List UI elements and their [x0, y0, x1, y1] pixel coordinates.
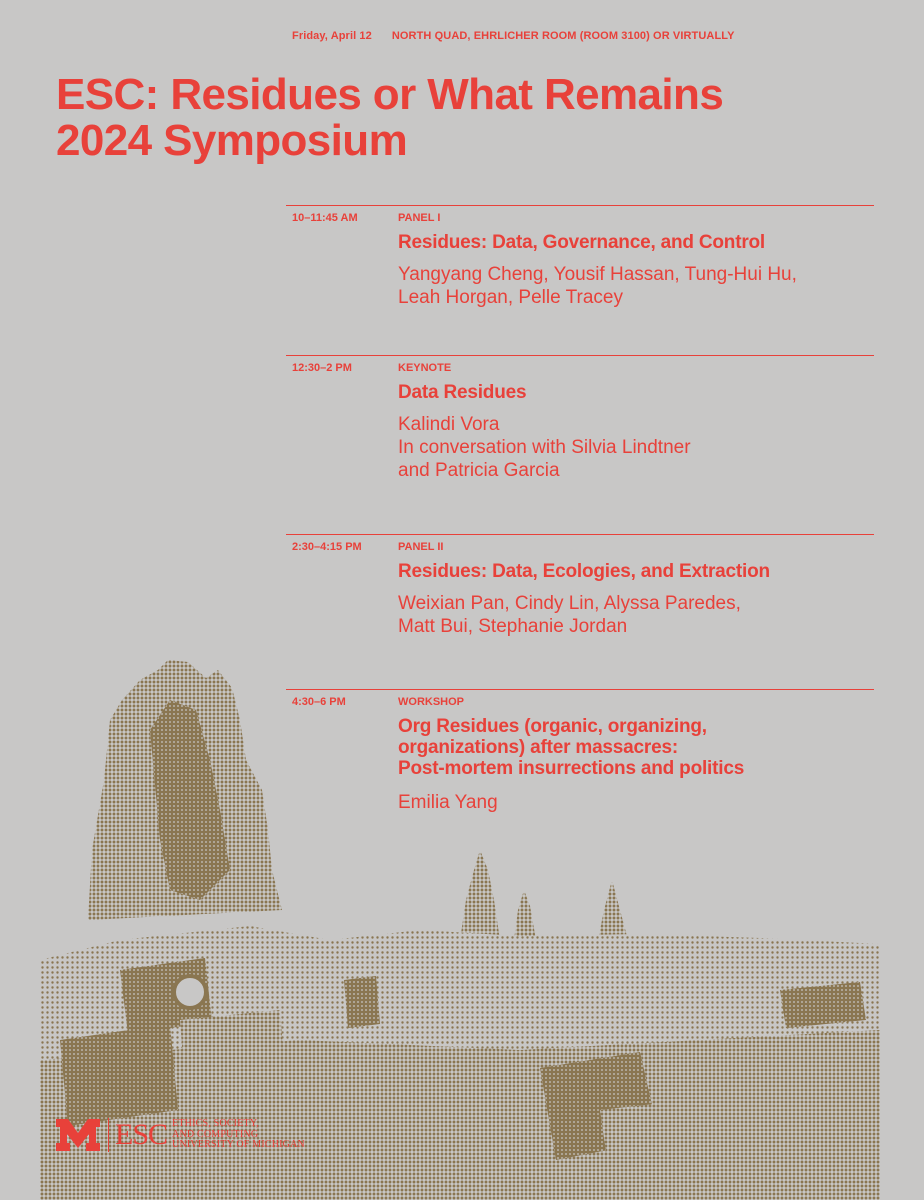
- session-keynote: [286, 355, 874, 526]
- rock-spire: [598, 880, 628, 940]
- speakers-line: Leah Horgan, Pelle Tracey: [398, 287, 623, 308]
- logo-line: ETHICS, SOCIETY,: [172, 1118, 259, 1130]
- session-speakers: [398, 413, 868, 482]
- logo-divider: [108, 1118, 109, 1152]
- logo-text: [172, 1119, 305, 1151]
- session-title-line: Org Residues (organic, organizing,: [398, 716, 707, 737]
- session-type: WORKSHOP: [398, 696, 464, 708]
- speakers-line: Matt Bui, Stephanie Jordan: [398, 616, 628, 637]
- speakers-line: Emilia Yang: [398, 792, 498, 813]
- speakers-line: Weixian Pan, Cindy Lin, Alyssa Paredes,: [398, 593, 741, 614]
- session-title: [398, 561, 868, 582]
- session-time: 4:30–6 PM: [292, 696, 346, 708]
- debris-cassette: [600, 1100, 700, 1180]
- session-time: 10–11:45 AM: [292, 212, 358, 224]
- rock-spire: [514, 890, 536, 940]
- debris-cassette: [344, 976, 380, 1028]
- speakers-line: Yangyang Cheng, Yousif Hassan, Tung-Hui Hu,: [398, 264, 797, 285]
- block-m-icon: [56, 1119, 100, 1151]
- logo-line: AND COMPUTING: [172, 1128, 259, 1140]
- title-line-1: ESC: Residues or What Remains: [56, 70, 724, 119]
- debris-box: [60, 1024, 178, 1126]
- poster-title: [56, 72, 723, 164]
- title-line-2: 2024 Symposium: [56, 116, 408, 165]
- session-title-line: Residues: Data, Governance, and Control: [398, 232, 766, 253]
- speakers-line: Kalindi Vora: [398, 414, 500, 435]
- event-info: [292, 30, 735, 42]
- speakers-line: In conversation with Silvia Lindtner: [398, 437, 691, 458]
- session-title-line: Residues: Data, Ecologies, and Extraction: [398, 561, 770, 582]
- speaker-cone: [174, 976, 206, 1008]
- session-speakers: [398, 592, 868, 638]
- logo-line: UNIVERSITY OF MICHIGAN: [172, 1139, 305, 1151]
- event-date: Friday, April 12: [292, 30, 372, 42]
- session-title-line: Post-mortem insurrections and politics: [398, 758, 745, 779]
- session-panel-1: [286, 205, 874, 346]
- debris-box: [180, 1010, 286, 1100]
- debris-box: [780, 982, 866, 1028]
- session-type: PANEL I: [398, 212, 441, 224]
- esc-logo: [56, 1118, 305, 1152]
- session-time: 2:30–4:15 PM: [292, 541, 362, 553]
- session-type: KEYNOTE: [398, 362, 452, 374]
- rock-spire: [460, 850, 500, 940]
- session-title: [398, 382, 868, 403]
- logo-abbreviation: ESC: [115, 1118, 168, 1151]
- session-title-line: organizations) after massacres:: [398, 737, 678, 758]
- desert-landscape-illustration: [0, 640, 880, 1200]
- session-title-line: Data Residues: [398, 382, 527, 403]
- event-venue: NORTH QUAD, EHRLICHER ROOM (ROOM 3100) OR VIRTUALLY: [391, 30, 735, 42]
- session-type: PANEL II: [398, 541, 444, 553]
- session-title: [398, 232, 868, 253]
- speakers-line: and Patricia Garcia: [398, 460, 560, 481]
- session-speakers: [398, 263, 868, 309]
- session-time: 12:30–2 PM: [292, 362, 352, 374]
